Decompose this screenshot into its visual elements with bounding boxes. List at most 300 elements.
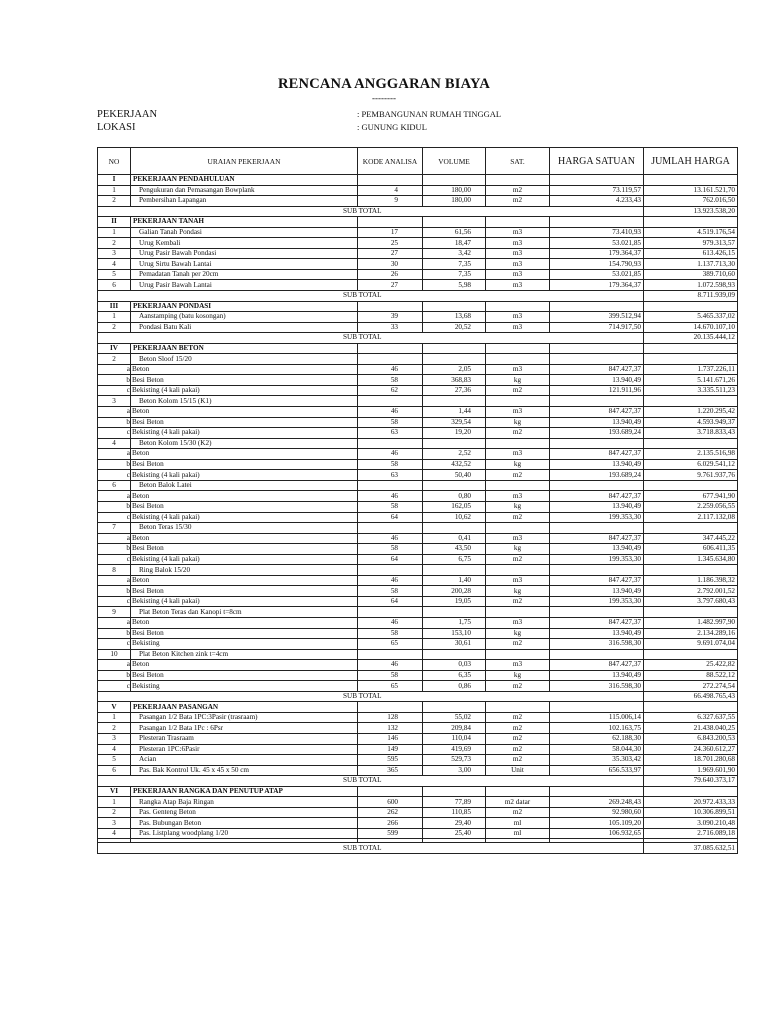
item-kode: 58: [358, 628, 423, 639]
empty-cell: [423, 175, 486, 186]
empty-cell: [423, 396, 486, 407]
lokasi-label: LOKASI: [97, 122, 136, 133]
subtotal-label: SUB TOTAL: [98, 691, 644, 702]
subtotal-label: SUB TOTAL: [98, 291, 644, 302]
empty-cell: [358, 301, 423, 312]
item-volume: 10,62: [423, 512, 486, 523]
sub-item-letter: a: [98, 660, 131, 671]
sub-item-letter: c: [98, 596, 131, 607]
table-row: [98, 375, 738, 386]
item-description: Pemadatan Tanah per 20cm: [131, 269, 358, 280]
group-number: 10: [98, 649, 131, 660]
item-harga-satuan: 92.980,60: [550, 807, 644, 818]
item-kode: 62: [358, 385, 423, 396]
table-row: [98, 533, 738, 544]
empty-cell: [486, 702, 550, 713]
table-row: [98, 628, 738, 639]
item-harga-satuan: 35.303,42: [550, 755, 644, 766]
group-row: [98, 438, 738, 449]
empty-cell: [486, 565, 550, 576]
item-harga-satuan: 847.427,37: [550, 660, 644, 671]
empty-cell: [486, 480, 550, 491]
item-harga-satuan: 13.940,49: [550, 375, 644, 386]
item-description: Galian Tanah Pondasi: [131, 227, 358, 238]
header-uraian: URAIAN PEKERJAAN: [131, 148, 358, 175]
item-volume: 30,61: [423, 639, 486, 650]
item-satuan: kg: [486, 586, 550, 597]
item-satuan: m3: [486, 280, 550, 291]
item-jumlah-harga: 613.426,15: [644, 248, 738, 259]
item-description: Beton: [131, 491, 358, 502]
item-number: 2: [98, 807, 131, 818]
section-number: III: [98, 301, 131, 312]
empty-cell: [550, 301, 644, 312]
subtotal-row: [98, 333, 738, 344]
item-harga-satuan: 714.917,50: [550, 322, 644, 333]
empty-cell: [550, 480, 644, 491]
item-description: Pembersihan Lapangan: [131, 196, 358, 207]
item-volume: 3,00: [423, 765, 486, 776]
pekerjaan-value: : PEMBANGUNAN RUMAH TINGGAL: [357, 109, 502, 119]
item-satuan: m2: [486, 185, 550, 196]
item-volume: 1,44: [423, 407, 486, 418]
item-jumlah-harga: 4.593.949,37: [644, 417, 738, 428]
group-row: [98, 607, 738, 618]
item-kode: 26: [358, 269, 423, 280]
subtotal-row: [98, 206, 738, 217]
item-kode: 58: [358, 586, 423, 597]
sub-item-letter: b: [98, 375, 131, 386]
subtotal-label: SUB TOTAL: [98, 333, 644, 344]
item-satuan: m2: [486, 385, 550, 396]
empty-cell: [550, 396, 644, 407]
empty-cell: [486, 354, 550, 365]
item-volume: 20,52: [423, 322, 486, 333]
item-description: Pondasi Batu Kali: [131, 322, 358, 333]
group-title: Beton Kolom 15/15 (K1): [131, 396, 358, 407]
item-description: Besi Beton: [131, 417, 358, 428]
item-harga-satuan: 13.940,49: [550, 417, 644, 428]
table-row: [98, 712, 738, 723]
item-harga-satuan: 13.940,49: [550, 501, 644, 512]
item-number: 5: [98, 755, 131, 766]
item-number: 3: [98, 818, 131, 829]
sub-item-letter: a: [98, 575, 131, 586]
item-satuan: m2: [486, 196, 550, 207]
section-row: [98, 217, 738, 228]
table-row: [98, 248, 738, 259]
item-jumlah-harga: 6.327.637,55: [644, 712, 738, 723]
rab-table: [97, 147, 738, 854]
item-satuan: m2: [486, 744, 550, 755]
item-jumlah-harga: 2.792.001,52: [644, 586, 738, 597]
item-satuan: m3: [486, 617, 550, 628]
item-satuan: m3: [486, 533, 550, 544]
empty-cell: [358, 786, 423, 797]
item-satuan: m3: [486, 407, 550, 418]
item-satuan: ml: [486, 828, 550, 839]
item-number: 1: [98, 797, 131, 808]
item-description: Urug Sirtu Bawah Lantai: [131, 259, 358, 270]
empty-cell: [550, 702, 644, 713]
item-volume: 55,02: [423, 712, 486, 723]
item-number: 4: [98, 744, 131, 755]
item-jumlah-harga: 3.090.210,48: [644, 818, 738, 829]
item-kode: 17: [358, 227, 423, 238]
item-harga-satuan: 13.940,49: [550, 586, 644, 597]
item-volume: 180,00: [423, 196, 486, 207]
empty-cell: [423, 565, 486, 576]
empty-cell: [358, 480, 423, 491]
sub-item-letter: a: [98, 491, 131, 502]
item-jumlah-harga: 2.117.132,08: [644, 512, 738, 523]
item-kode: 149: [358, 744, 423, 755]
empty-cell: [423, 438, 486, 449]
empty-cell: [486, 607, 550, 618]
sub-item-letter: c: [98, 470, 131, 481]
empty-cell: [486, 523, 550, 534]
item-harga-satuan: 4.233,43: [550, 196, 644, 207]
empty-cell: [358, 343, 423, 354]
empty-cell: [358, 438, 423, 449]
item-jumlah-harga: 1.969.601,90: [644, 765, 738, 776]
item-description: Beton: [131, 575, 358, 586]
group-number: 8: [98, 565, 131, 576]
item-number: 6: [98, 765, 131, 776]
item-number: 2: [98, 238, 131, 249]
item-harga-satuan: 269.248,43: [550, 797, 644, 808]
empty-cell: [358, 354, 423, 365]
item-description: Acian: [131, 755, 358, 766]
empty-cell: [486, 786, 550, 797]
item-description: Pengukuran dan Pemasangan Bowplank: [131, 185, 358, 196]
sub-item-letter: c: [98, 639, 131, 650]
item-number: 1: [98, 712, 131, 723]
item-harga-satuan: 121.911,96: [550, 385, 644, 396]
item-volume: 27,36: [423, 385, 486, 396]
item-harga-satuan: 53.021,85: [550, 238, 644, 249]
sub-item-letter: c: [98, 428, 131, 439]
empty-cell: [550, 354, 644, 365]
sub-item-letter: b: [98, 501, 131, 512]
item-volume: 200,28: [423, 586, 486, 597]
section-row: [98, 301, 738, 312]
item-satuan: m2: [486, 428, 550, 439]
item-number: 3: [98, 248, 131, 259]
item-harga-satuan: 847.427,37: [550, 575, 644, 586]
section-title: PEKERJAAN PASANGAN: [131, 702, 358, 713]
item-number: 1: [98, 312, 131, 323]
empty-cell: [486, 649, 550, 660]
item-satuan: Unit: [486, 765, 550, 776]
table-header-row: [98, 148, 738, 175]
group-number: 7: [98, 523, 131, 534]
item-satuan: kg: [486, 670, 550, 681]
item-description: Rangka Atap Baja Ringan: [131, 797, 358, 808]
empty-cell: [644, 480, 738, 491]
item-volume: 6,35: [423, 670, 486, 681]
item-harga-satuan: 179.364,37: [550, 248, 644, 259]
empty-cell: [550, 565, 644, 576]
item-kode: 146: [358, 733, 423, 744]
empty-cell: [644, 523, 738, 534]
item-description: Pas. Genteng Beton: [131, 807, 358, 818]
section-title: PEKERJAAN PENDAHULUAN: [131, 175, 358, 186]
section-row: [98, 343, 738, 354]
item-satuan: m2: [486, 512, 550, 523]
item-volume: 1,75: [423, 617, 486, 628]
item-satuan: m2: [486, 470, 550, 481]
sub-item-letter: b: [98, 586, 131, 597]
sub-item-letter: b: [98, 544, 131, 555]
item-jumlah-harga: 9.761.937,76: [644, 470, 738, 481]
item-jumlah-harga: 24.360.612,27: [644, 744, 738, 755]
empty-cell: [644, 565, 738, 576]
item-jumlah-harga: 88.522,12: [644, 670, 738, 681]
empty-cell: [423, 354, 486, 365]
item-jumlah-harga: 20.972.433,33: [644, 797, 738, 808]
sub-item-letter: c: [98, 385, 131, 396]
table-row: [98, 744, 738, 755]
group-title: Plat Beton Kitchen zink t=4cm: [131, 649, 358, 660]
item-volume: 13,68: [423, 312, 486, 323]
empty-cell: [644, 786, 738, 797]
pekerjaan-row: [97, 109, 501, 120]
table-row: [98, 797, 738, 808]
item-jumlah-harga: 347.445,22: [644, 533, 738, 544]
item-jumlah-harga: 5.465.337,02: [644, 312, 738, 323]
item-description: Bekisting (4 kali pakai): [131, 554, 358, 565]
item-kode: 58: [358, 417, 423, 428]
empty-cell: [644, 438, 738, 449]
empty-cell: [644, 217, 738, 228]
item-harga-satuan: 62.188,30: [550, 733, 644, 744]
item-volume: 162,05: [423, 501, 486, 512]
item-kode: 599: [358, 828, 423, 839]
item-number: 2: [98, 196, 131, 207]
sub-item-letter: b: [98, 628, 131, 639]
item-jumlah-harga: 979.313,57: [644, 238, 738, 249]
item-kode: 262: [358, 807, 423, 818]
item-volume: 110,85: [423, 807, 486, 818]
title-underline: --------: [372, 93, 396, 103]
item-jumlah-harga: 5.141.671,26: [644, 375, 738, 386]
item-kode: 600: [358, 797, 423, 808]
empty-cell: [358, 175, 423, 186]
item-jumlah-harga: 2.134.289,16: [644, 628, 738, 639]
item-harga-satuan: 58.044,30: [550, 744, 644, 755]
item-kode: 25: [358, 238, 423, 249]
empty-cell: [358, 523, 423, 534]
item-number: 5: [98, 269, 131, 280]
item-volume: 61,56: [423, 227, 486, 238]
item-description: Beton: [131, 449, 358, 460]
table-row: [98, 755, 738, 766]
item-description: Pasangan 1/2 Bata 1Pc : 6Psr: [131, 723, 358, 734]
item-volume: 368,83: [423, 375, 486, 386]
item-number: 4: [98, 259, 131, 270]
item-jumlah-harga: 677.941,90: [644, 491, 738, 502]
item-description: Urug Kembali: [131, 238, 358, 249]
item-satuan: m2: [486, 681, 550, 692]
group-number: 9: [98, 607, 131, 618]
item-volume: 19,20: [423, 428, 486, 439]
item-description: Plesteran Trasraam: [131, 733, 358, 744]
item-satuan: m3: [486, 660, 550, 671]
table-row: [98, 670, 738, 681]
table-row: [98, 259, 738, 270]
empty-cell: [550, 217, 644, 228]
item-kode: 33: [358, 322, 423, 333]
item-harga-satuan: 847.427,37: [550, 491, 644, 502]
item-satuan: m2: [486, 733, 550, 744]
item-volume: 1,40: [423, 575, 486, 586]
empty-cell: [644, 343, 738, 354]
item-jumlah-harga: 1.072.598,93: [644, 280, 738, 291]
item-satuan: kg: [486, 501, 550, 512]
subtotal-label: SUB TOTAL: [98, 843, 644, 854]
item-description: Besi Beton: [131, 501, 358, 512]
table-row: [98, 544, 738, 555]
table-row: [98, 586, 738, 597]
item-jumlah-harga: 4.519.176,54: [644, 227, 738, 238]
item-kode: 58: [358, 670, 423, 681]
sub-item-letter: a: [98, 364, 131, 375]
item-description: Pasangan 1/2 Bata 1PC:3Pasir (trasraam): [131, 712, 358, 723]
item-description: Bekisting (4 kali pakai): [131, 385, 358, 396]
header-sat: SAT.: [486, 148, 550, 175]
table-row: [98, 554, 738, 565]
item-description: Pas. Bak Kontrol Uk. 45 x 45 x 50 cm: [131, 765, 358, 776]
item-satuan: m3: [486, 259, 550, 270]
section-title: PEKERJAAN PONDASI: [131, 301, 358, 312]
item-description: Besi Beton: [131, 670, 358, 681]
item-volume: 2,05: [423, 364, 486, 375]
item-volume: 7,35: [423, 259, 486, 270]
item-satuan: m3: [486, 364, 550, 375]
empty-cell: [486, 175, 550, 186]
item-jumlah-harga: 606.411,35: [644, 544, 738, 555]
section-row: [98, 786, 738, 797]
item-kode: 365: [358, 765, 423, 776]
table-row: [98, 312, 738, 323]
item-number: 2: [98, 723, 131, 734]
item-kode: 63: [358, 428, 423, 439]
empty-cell: [358, 702, 423, 713]
item-kode: 64: [358, 554, 423, 565]
group-number: 3: [98, 396, 131, 407]
sub-item-letter: a: [98, 617, 131, 628]
table-row: [98, 417, 738, 428]
empty-cell: [358, 607, 423, 618]
item-satuan: kg: [486, 459, 550, 470]
item-harga-satuan: 73.410,93: [550, 227, 644, 238]
item-volume: 19,05: [423, 596, 486, 607]
empty-cell: [550, 649, 644, 660]
empty-cell: [358, 649, 423, 660]
item-jumlah-harga: 762.016,50: [644, 196, 738, 207]
item-jumlah-harga: 1.220.295,42: [644, 407, 738, 418]
section-row: [98, 702, 738, 713]
item-jumlah-harga: 3.797.680,43: [644, 596, 738, 607]
item-jumlah-harga: 14.670.107,10: [644, 322, 738, 333]
item-volume: 0,86: [423, 681, 486, 692]
item-harga-satuan: 847.427,37: [550, 617, 644, 628]
item-kode: 58: [358, 501, 423, 512]
item-volume: 0,03: [423, 660, 486, 671]
item-satuan: m2 datar: [486, 797, 550, 808]
section-row: [98, 175, 738, 186]
item-satuan: kg: [486, 375, 550, 386]
table-row: [98, 681, 738, 692]
section-title: PEKERJAAN TANAH: [131, 217, 358, 228]
item-kode: 46: [358, 617, 423, 628]
item-satuan: m3: [486, 312, 550, 323]
subtotal-amount: 8.711.939,09: [644, 291, 738, 302]
subtotal-amount: 13.923.538,20: [644, 206, 738, 217]
empty-cell: [486, 301, 550, 312]
item-description: Bekisting: [131, 639, 358, 650]
item-jumlah-harga: 18.701.280,68: [644, 755, 738, 766]
item-jumlah-harga: 13.161.521,70: [644, 185, 738, 196]
subtotal-label: SUB TOTAL: [98, 206, 644, 217]
group-number: 4: [98, 438, 131, 449]
item-jumlah-harga: 6.843.200,53: [644, 733, 738, 744]
table-row: [98, 269, 738, 280]
subtotal-row: [98, 691, 738, 702]
item-harga-satuan: 154.790,93: [550, 259, 644, 270]
item-description: Besi Beton: [131, 544, 358, 555]
item-jumlah-harga: 1.737.226,11: [644, 364, 738, 375]
item-harga-satuan: 179.364,37: [550, 280, 644, 291]
item-description: Besi Beton: [131, 375, 358, 386]
item-description: Urug Pasir Bawah Pondasi: [131, 248, 358, 259]
subtotal-amount: 66.498.765,43: [644, 691, 738, 702]
group-row: [98, 523, 738, 534]
empty-cell: [358, 396, 423, 407]
item-satuan: ml: [486, 818, 550, 829]
table-row: [98, 428, 738, 439]
item-kode: 27: [358, 280, 423, 291]
table-row: [98, 449, 738, 460]
item-satuan: m3: [486, 449, 550, 460]
item-jumlah-harga: 2.135.516,98: [644, 449, 738, 460]
item-jumlah-harga: 6.029.541,12: [644, 459, 738, 470]
empty-cell: [423, 702, 486, 713]
item-description: Bekisting (4 kali pakai): [131, 512, 358, 523]
empty-cell: [644, 354, 738, 365]
header-harga-satuan: HARGA SATUAN: [550, 148, 644, 175]
item-volume: 2,52: [423, 449, 486, 460]
item-harga-satuan: 316.598,30: [550, 681, 644, 692]
item-description: Besi Beton: [131, 459, 358, 470]
item-jumlah-harga: 2.716.089,18: [644, 828, 738, 839]
empty-cell: [550, 786, 644, 797]
item-harga-satuan: 73.119,57: [550, 185, 644, 196]
item-description: Bekisting (4 kali pakai): [131, 470, 358, 481]
item-volume: 209,84: [423, 723, 486, 734]
item-kode: 65: [358, 681, 423, 692]
item-jumlah-harga: 1.137.713,30: [644, 259, 738, 270]
item-kode: 4: [358, 185, 423, 196]
item-description: Bekisting: [131, 681, 358, 692]
table-row: [98, 512, 738, 523]
header-no: NO: [98, 148, 131, 175]
table-row: [98, 470, 738, 481]
item-kode: 46: [358, 660, 423, 671]
table-row: [98, 238, 738, 249]
item-harga-satuan: 399.512,94: [550, 312, 644, 323]
